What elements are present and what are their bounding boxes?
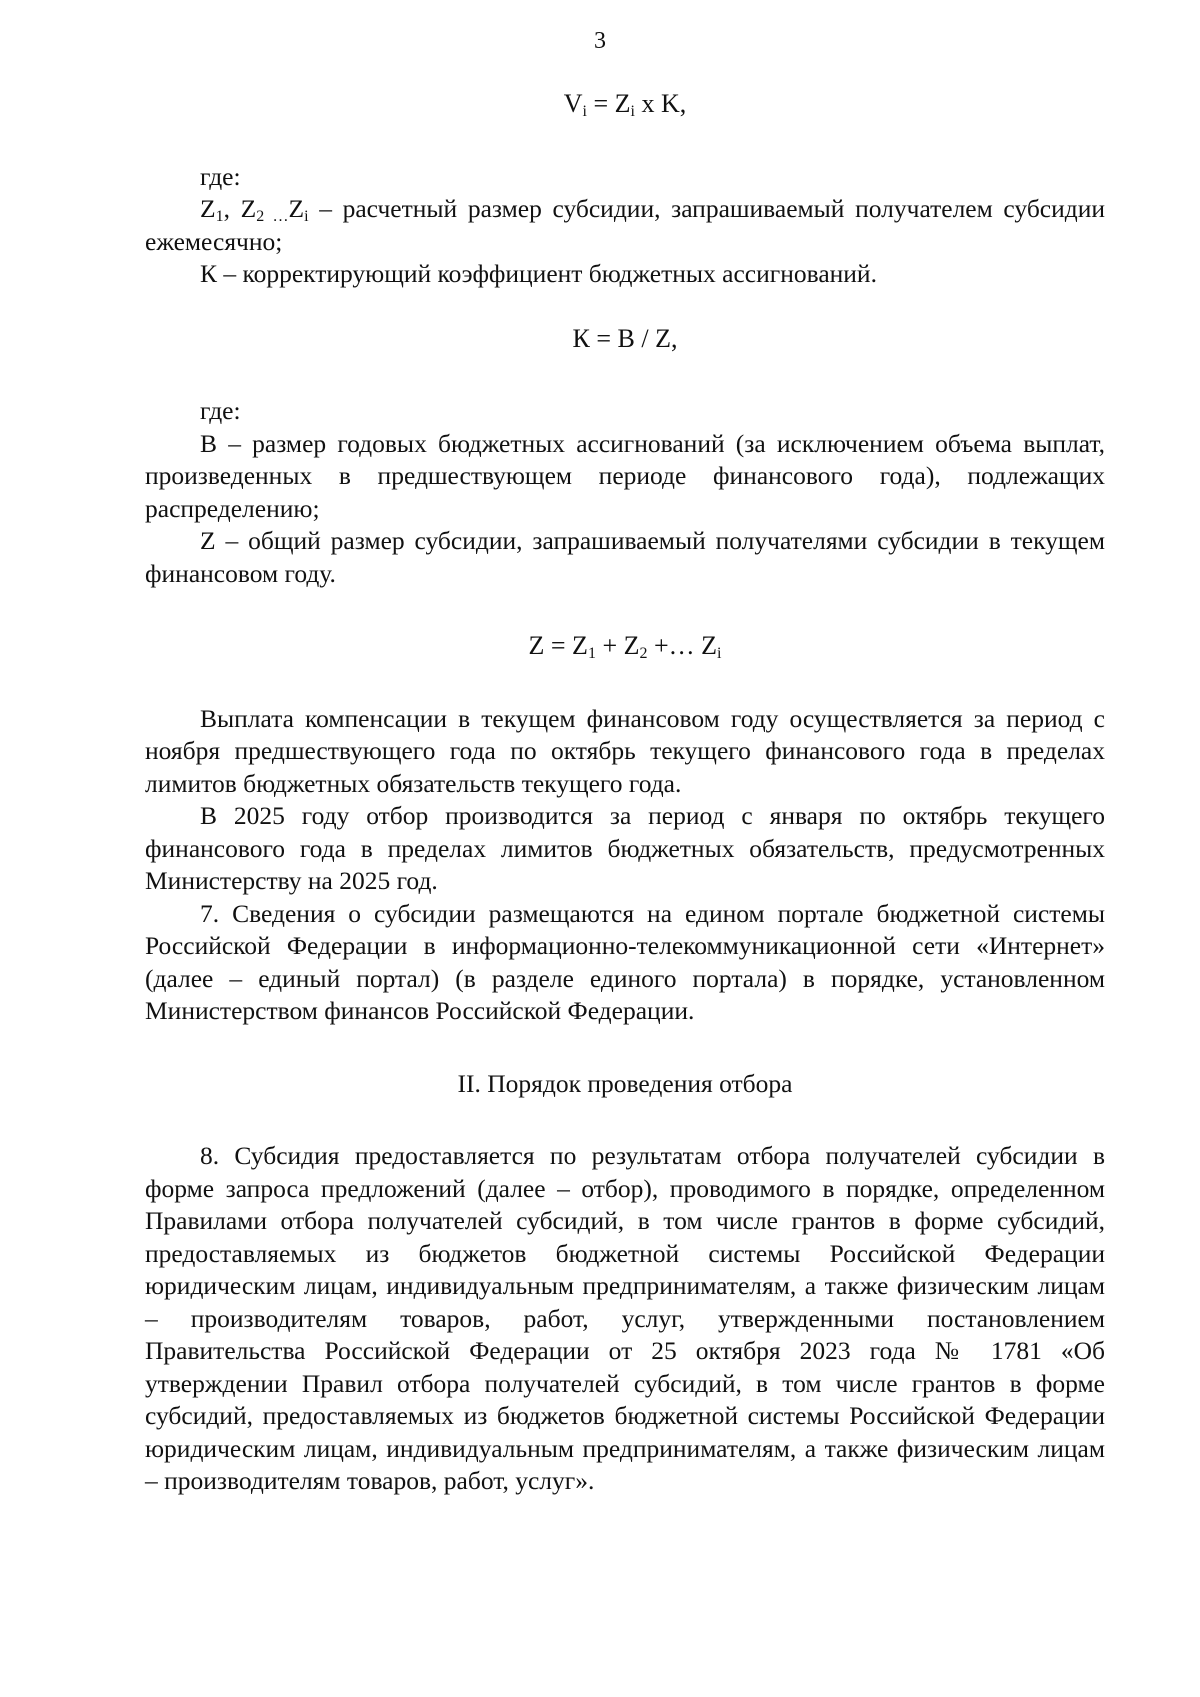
formula-z-a: Z = Z (528, 631, 588, 660)
def-z1-sub: 1 (215, 208, 224, 225)
paragraph-7: 7. Сведения о субсидии размещаются на едином портале бюджетной системы Российской Федерации в информационно-телекоммуникационной сети «Интернет» (далее – единый портал) (в разделе единого портала) в порядке, установленном Министерством финансов Российской Федерации. (145, 898, 1105, 1025)
formula-z-b: + Z (595, 631, 640, 660)
definition-k: К – корректирующий коэффициент бюджетных ассигнований. (200, 259, 877, 288)
document-body (145, 88, 1105, 1498)
formula-k: К = В / Z, (572, 323, 678, 353)
formula-z-a-sub: 1 (587, 645, 596, 662)
where-label-2: где: (200, 396, 241, 425)
page-number: 3 (594, 28, 606, 54)
where-label-1: где: (200, 161, 241, 191)
def-z-dots: … (264, 208, 289, 225)
paragraph-payment-period: Выплата компенсации в текущем финансовом году осуществляется за период с ноября предшествующего года по октябрь текущего финансового года в пределах лимитов бюджетных обязательств текущего года. (145, 703, 1105, 798)
formula-vi-v-sub: i (582, 103, 587, 120)
formula-vi-v: V (563, 89, 583, 118)
paragraph-2025-selection: В 2025 году отбор производится за период с января по октябрь текущего финансового года в пределах лимитов бюджетных обязательств, предусмотренных Министерству на 2025 год. (145, 801, 1105, 895)
formula-vi-z-sub: i (630, 103, 635, 120)
definition-z-total: Z – общий размер субсидии, запрашиваемый получателями субсидии в текущем финансовом году. (145, 526, 1105, 588)
def-z2: , Z (223, 194, 257, 223)
formula-z-c-sub: i (717, 645, 722, 662)
def-z2-sub: 2 (256, 208, 265, 225)
def-zi: Z (288, 194, 305, 223)
def-z1: Z (200, 194, 216, 223)
formula-z-b-sub: 2 (639, 645, 648, 662)
formula-z-c: +… Z (647, 631, 718, 660)
definition-z (145, 193, 1105, 258)
formula-vi-eq: = Z (586, 89, 631, 118)
paragraph-8: 8. Субсидия предоставляется по результатам отбора получателей субсидии в форме запроса предложений (далее – отбор), проводимого в порядке, определенном Правилами отбора получателей субсидий, в том числе грантов в форме субсидий, предоставляемых из бюджетов бюджетной системы Российской Федерации юридическим лицам, индивидуальным предпринимателям, а также физическим лицам – производителям товаров, работ, услуг, утвержденными постановлением Правительства Российской Федерации от 25 октября 2023 года № 1781 «Об утверждении Правил отбора получателей субсидий, в том числе грантов в форме субсидий, предоставляемых из бюджетов бюджетной системы Российской Федерации юридическим лицам, индивидуальным предпринимателям, а также физическим лицам – производителям товаров, работ, услуг». (145, 1141, 1105, 1495)
section-heading: II. Порядок проведения отбора (457, 1068, 793, 1098)
formula-vi (145, 88, 1105, 121)
formula-vi-rest: x K, (634, 89, 687, 118)
def-zi-sub: i (304, 208, 309, 225)
definition-b: В – размер годовых бюджетных ассигнований (за исключением объема выплат, произведенных в предшествующем периоде финансового года), подлежащих распределению; (145, 428, 1105, 523)
def-z-text: – расчетный размер субсидии, запрашиваемый получателем субсидии ежемесячно; (145, 194, 1106, 256)
formula-z-sum (145, 630, 1105, 663)
